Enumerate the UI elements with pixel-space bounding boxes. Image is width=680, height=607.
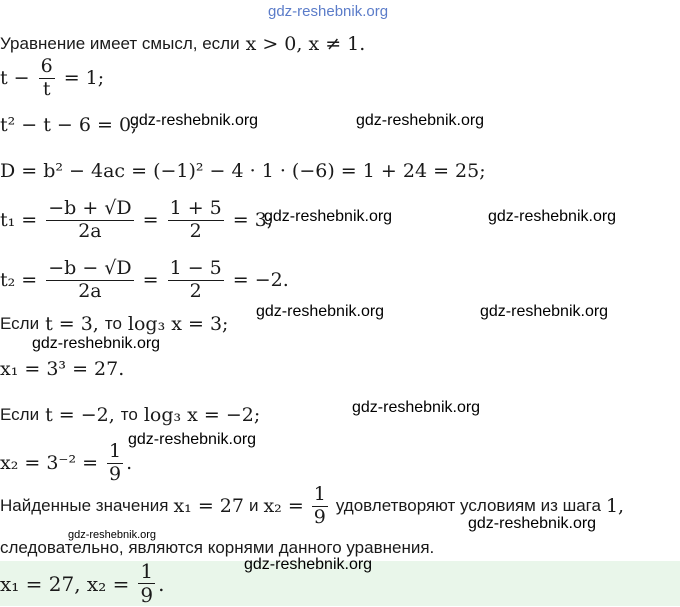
t2-fraction-values — [168, 258, 224, 303]
watermark: gdz-reshebnik.org — [352, 399, 481, 416]
fraction-denominator: 9 — [109, 462, 122, 485]
case2-log: log₃ x = −2; — [143, 404, 261, 426]
fraction-6-over-t — [39, 56, 55, 101]
fraction-denominator: 9 — [313, 505, 326, 528]
watermark: gdz-reshebnik.org — [68, 529, 157, 541]
equals-sign: = — [142, 209, 159, 232]
watermark: gdz-reshebnik.org — [128, 431, 257, 448]
eq-t-right: = 1; — [63, 67, 105, 90]
watermark: gdz-reshebnik.org — [480, 303, 609, 320]
watermark: gdz-reshebnik.org — [488, 208, 617, 225]
watermark: gdz-reshebnik.org — [468, 515, 597, 532]
watermark: gdz-reshebnik.org — [256, 303, 385, 320]
fraction-numerator: −b + √D — [48, 197, 132, 219]
case-t-equals-minus-2 — [0, 404, 260, 426]
case2-then: то — [120, 405, 138, 424]
equation-quadratic: t² − t − 6 = 0; — [0, 114, 138, 136]
equation-x2 — [0, 441, 132, 486]
fraction-denominator: 9 — [140, 583, 154, 607]
eq-t-left: t − — [0, 67, 30, 90]
conclusion-x1: x₁ = 27 — [173, 495, 244, 518]
fraction-numerator: 1 — [140, 559, 154, 583]
equation-x1: x₁ = 3³ = 27. — [0, 358, 125, 380]
watermark: gdz-reshebnik.org — [130, 112, 259, 129]
t2-result: = −2. — [232, 269, 289, 292]
fraction-denominator: 2 — [189, 219, 202, 242]
conclusion-and: и — [248, 496, 259, 516]
case1-t: t = 3, — [45, 313, 99, 335]
watermark: gdz-reshebnik.org — [356, 112, 485, 129]
fraction-numerator: 6 — [40, 55, 53, 77]
equation-t1 — [0, 198, 273, 243]
conclusion-x2: x₂ = — [263, 495, 304, 518]
t2-lhs: t₂ = — [0, 269, 38, 292]
watermark: gdz-reshebnik.org — [264, 208, 393, 225]
domain-text: Уравнение имеет смысл, если — [0, 34, 240, 53]
case1-then: то — [104, 314, 122, 333]
fraction-denominator: 2a — [78, 219, 102, 242]
t1-lhs: t₁ = — [0, 209, 38, 232]
fraction-numerator: 1 — [313, 483, 326, 505]
watermark: gdz-reshebnik.org — [32, 335, 161, 352]
t1-fraction-formula — [46, 198, 133, 243]
case1-log: log₃ x = 3; — [127, 313, 229, 335]
domain-condition: x > 0, x ≠ 1. — [245, 33, 366, 55]
fraction-numerator: −b − √D — [48, 257, 132, 279]
t1-fraction-values — [168, 198, 224, 243]
x2-fraction — [107, 441, 123, 486]
watermark-top: gdz-reshebnik.org — [268, 3, 389, 20]
fraction-denominator: t — [42, 77, 51, 100]
equation-t2 — [0, 258, 289, 303]
case-t-equals-3 — [0, 313, 228, 335]
equals-sign: = — [142, 269, 159, 292]
watermark: gdz-reshebnik.org — [244, 556, 373, 573]
answer-end: . — [158, 571, 165, 596]
conclusion-part1: Найденные значения — [0, 496, 169, 516]
case2-t: t = −2, — [45, 404, 115, 426]
fraction-numerator: 1 + 5 — [169, 197, 222, 219]
conclusion-line2: следовательно, являются корнями данного уравнения. — [0, 538, 435, 557]
domain-line — [0, 33, 365, 55]
conclusion-fraction — [312, 484, 328, 529]
conclusion-step: 1, — [605, 495, 625, 518]
conclusion-part2: удовлетворяют условиям из шага — [335, 496, 601, 516]
fraction-denominator: 2a — [78, 279, 102, 302]
case2-if: Если — [0, 405, 40, 424]
fraction-numerator: 1 − 5 — [169, 257, 222, 279]
fraction-denominator: 2 — [189, 279, 202, 302]
answer-fraction — [138, 560, 155, 607]
x2-end: . — [126, 452, 133, 475]
x2-lhs: x₂ = 3⁻² = — [0, 452, 99, 475]
equation-substitution — [0, 56, 104, 101]
fraction-numerator: 1 — [109, 440, 122, 462]
case1-if: Если — [0, 314, 40, 333]
answer-lhs: x₁ = 27, x₂ = — [0, 571, 130, 596]
equation-discriminant: D = b² − 4ac = (−1)² − 4 · 1 · (−6) = 1 + 24 = 25; — [0, 160, 486, 182]
t1-result: = 3; — [232, 209, 274, 232]
t2-fraction-formula — [46, 258, 133, 303]
final-answer — [0, 560, 164, 607]
